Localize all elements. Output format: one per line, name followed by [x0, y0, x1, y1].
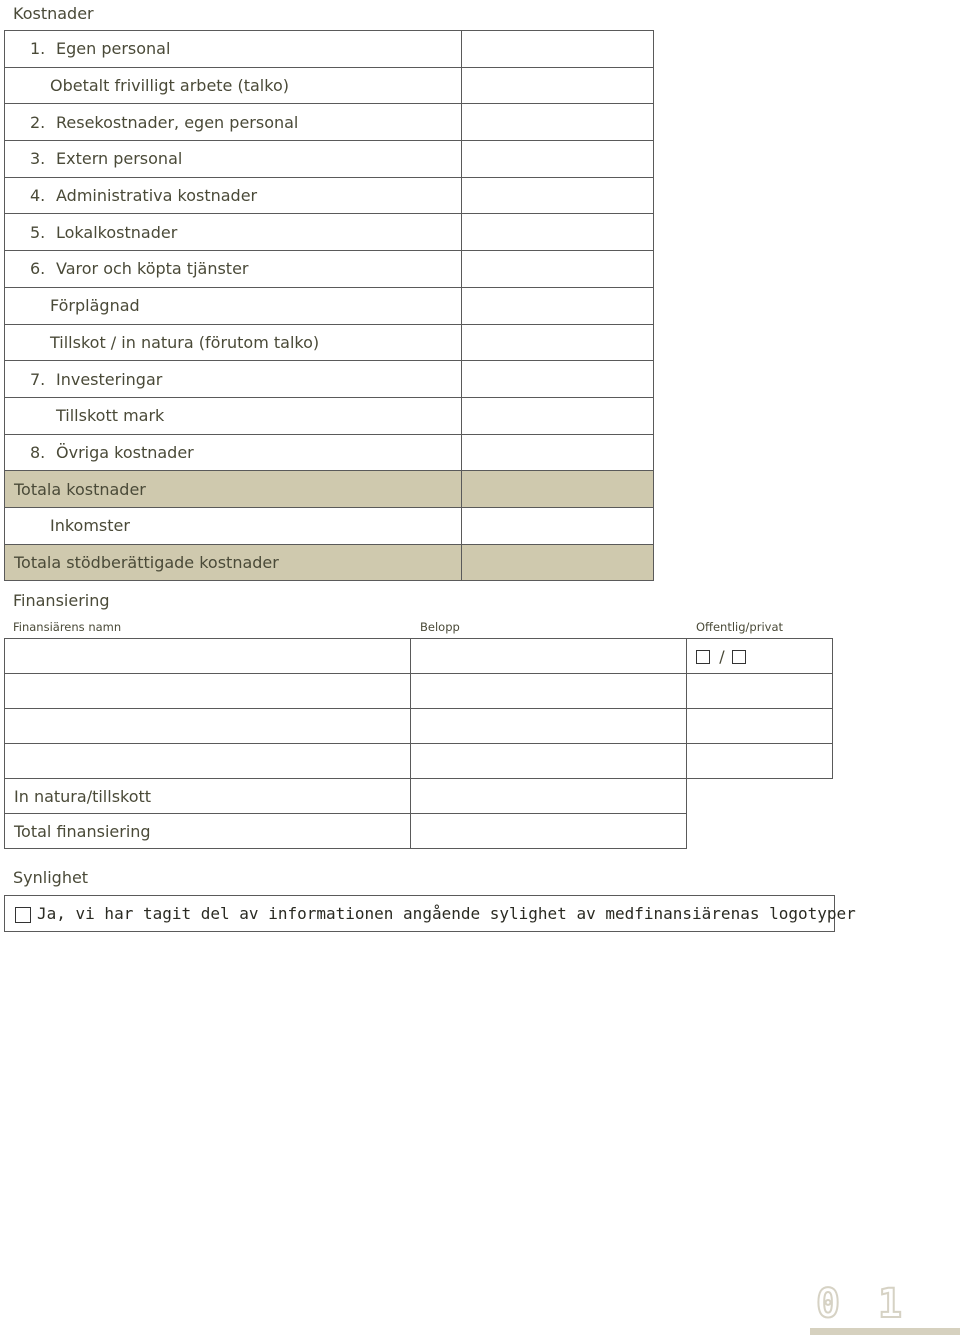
visibility-checkbox-row: [15, 904, 856, 923]
total-costs-label: Totala kostnader: [5, 471, 462, 508]
col-header-public-private: Offentlig/privat: [696, 620, 783, 634]
public-private-cell[interactable]: [687, 674, 833, 709]
col-header-amount: Belopp: [420, 620, 460, 634]
cost-row-land: [5, 397, 654, 434]
amount-field[interactable]: [461, 67, 653, 104]
public-checkbox[interactable]: [696, 650, 710, 664]
row-number: 7.: [30, 369, 46, 389]
visibility-section-title: Synlighet: [13, 868, 89, 887]
financing-section-title: Finansiering: [13, 591, 110, 610]
total-eligible-label: Totala stödberättigade kostnader: [5, 544, 462, 581]
cost-row-investments: [5, 361, 654, 398]
in-kind-row: [5, 779, 833, 814]
total-financing-amount-field[interactable]: [410, 814, 687, 849]
row-label: Resekostnader, egen personal: [56, 112, 299, 132]
amount-field[interactable]: [461, 434, 653, 471]
financier-amount-field[interactable]: [410, 639, 687, 674]
amount-field[interactable]: [461, 251, 653, 288]
row-label: Förplägnad: [5, 287, 462, 324]
amount-field[interactable]: [461, 104, 653, 141]
row-label: Investeringar: [56, 369, 163, 389]
income-field[interactable]: [461, 507, 653, 544]
cost-row-premises: [5, 214, 654, 251]
total-eligible-row: [5, 544, 654, 581]
amount-field[interactable]: [461, 31, 653, 68]
row-label: Tillskot / in natura (förutom talko): [5, 324, 462, 361]
financier-row: [5, 674, 833, 709]
amount-field[interactable]: [461, 361, 653, 398]
cost-row-other: [5, 434, 654, 471]
total-financing-row: [5, 814, 833, 849]
col-header-financier-name: Finansiärens namn: [13, 620, 122, 634]
total-financing-label: Total finansiering: [5, 814, 411, 849]
cost-row-external-staff: [5, 141, 654, 178]
amount-field[interactable]: [461, 214, 653, 251]
footer-bar: [810, 1328, 960, 1335]
total-eligible-field[interactable]: [461, 544, 653, 581]
income-row: [5, 507, 654, 544]
amount-field[interactable]: [461, 287, 653, 324]
row-label: Egen personal: [56, 39, 171, 59]
total-costs-row: [5, 471, 654, 508]
visibility-checkbox[interactable]: [15, 907, 31, 923]
row-number: 6.: [30, 259, 46, 279]
visibility-checkbox-label: Ja, vi har tagit del av informationen angående sylighet av medfinansiärenas logotyper: [37, 904, 856, 923]
page-marker-right: 1: [878, 1281, 903, 1327]
financier-name-field[interactable]: [5, 674, 411, 709]
amount-field[interactable]: [461, 397, 653, 434]
amount-field[interactable]: [461, 177, 653, 214]
public-private-cell: [687, 639, 833, 674]
financier-amount-field[interactable]: [410, 674, 687, 709]
public-private-cell[interactable]: [687, 709, 833, 744]
cost-row-travel: [5, 104, 654, 141]
cost-row-catering: [5, 287, 654, 324]
row-label: Administrativa kostnader: [56, 186, 258, 206]
row-label: Övriga kostnader: [56, 442, 194, 462]
row-label: Lokalkostnader: [56, 222, 178, 242]
row-label: Varor och köpta tjänster: [56, 259, 249, 279]
financier-name-field[interactable]: [5, 744, 411, 779]
amount-field[interactable]: [461, 141, 653, 178]
in-kind-amount-field[interactable]: [410, 779, 687, 814]
financier-row: [5, 639, 833, 674]
costs-section-title: Kostnader: [13, 4, 94, 23]
financier-amount-field[interactable]: [410, 744, 687, 779]
row-number: 8.: [30, 442, 46, 462]
financier-amount-field[interactable]: [410, 709, 687, 744]
financier-name-field[interactable]: [5, 639, 411, 674]
row-number: 4.: [30, 186, 46, 206]
row-number: 2.: [30, 112, 46, 132]
cost-row-own-staff: [5, 31, 654, 68]
visibility-box: [4, 895, 856, 932]
page-marker-left: 0: [816, 1281, 841, 1327]
private-checkbox[interactable]: [732, 650, 746, 664]
cost-row-goods: [5, 251, 654, 288]
row-label: Obetalt frivilligt arbete (talko): [5, 67, 462, 104]
cost-row-volunteer: [5, 67, 654, 104]
cost-row-admin: [5, 177, 654, 214]
financing-table: [4, 638, 833, 849]
financier-row: [5, 709, 833, 744]
public-private-cell[interactable]: [687, 744, 833, 779]
income-label: Inkomster: [5, 507, 462, 544]
in-kind-label: In natura/tillskott: [5, 779, 411, 814]
row-number: 5.: [30, 222, 46, 242]
total-costs-field[interactable]: [461, 471, 653, 508]
row-label: Tillskott mark: [5, 397, 462, 434]
amount-field[interactable]: [461, 324, 653, 361]
public-private-separator: /: [719, 646, 725, 666]
costs-table: [4, 30, 654, 581]
row-number: 1.: [30, 39, 46, 59]
row-number: 3.: [30, 149, 46, 169]
financier-name-field[interactable]: [5, 709, 411, 744]
row-label: Extern personal: [56, 149, 183, 169]
cost-row-in-kind: [5, 324, 654, 361]
financier-row: [5, 744, 833, 779]
